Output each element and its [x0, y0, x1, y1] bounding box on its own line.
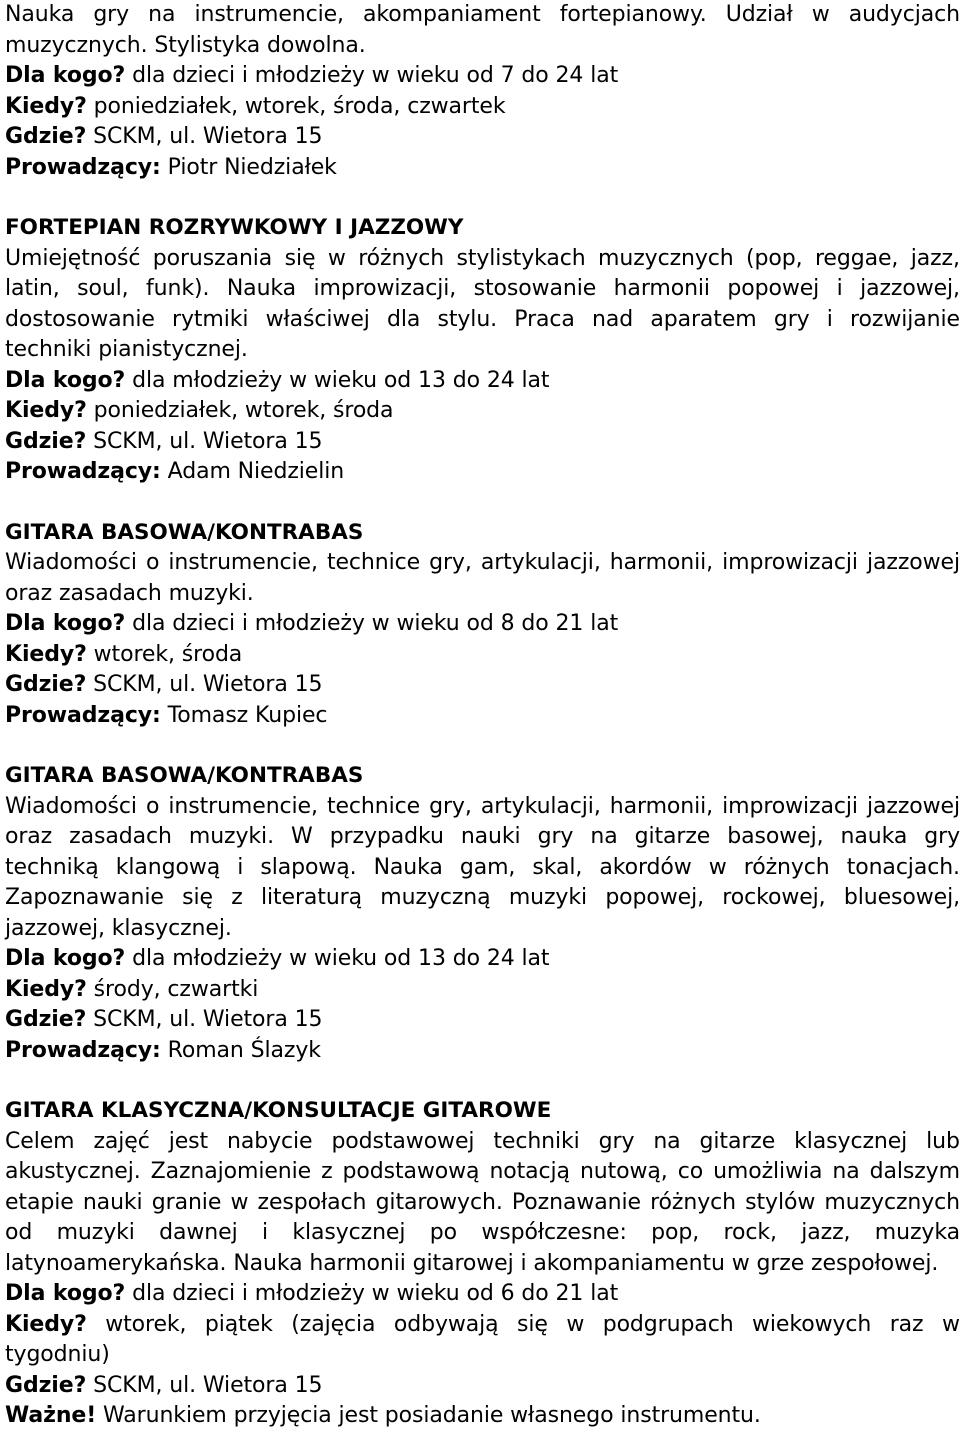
where-value: SCKM, ul. Wietora 15: [86, 1372, 323, 1398]
word: się: [284, 245, 316, 271]
when-value: środy, czwartki: [86, 976, 259, 1002]
word: skal,: [532, 854, 583, 880]
where-line: [5, 1371, 960, 1402]
word: Zapoznawanie: [5, 885, 164, 910]
where-value: SCKM, ul. Wietora 15: [86, 672, 323, 697]
for-line: [5, 609, 960, 640]
note-label: Ważne!: [5, 1403, 97, 1428]
word: Celem: [5, 1128, 75, 1154]
description-line: [5, 244, 960, 275]
word: Wiadomości: [5, 793, 137, 819]
word: klangową: [115, 854, 221, 880]
word: zajęć: [93, 1128, 150, 1154]
word: funk).: [146, 276, 210, 301]
for-label: Dla kogo?: [5, 63, 126, 88]
word: instrumencie,: [168, 793, 318, 819]
word: muzyka: [874, 1220, 960, 1245]
where-label: Gdzie?: [5, 428, 87, 454]
word: stylu.: [437, 306, 498, 332]
description-line: latynoamerykańska. Nauka harmonii gitarowej i akompaniamentu w grze zespołowej.: [5, 1250, 939, 1276]
where-label: Gdzie?: [5, 124, 87, 149]
description-line: techniki pianistycznej.: [5, 337, 248, 362]
teacher-line: [5, 1036, 960, 1067]
section-title: FORTEPIAN ROZRYWKOWY I JAZZOWY: [5, 215, 464, 240]
word: Praca: [514, 306, 575, 332]
word: muzyki.: [188, 824, 274, 849]
word: muzyki: [56, 1220, 135, 1245]
description-line: [5, 792, 960, 823]
word: technice: [326, 550, 421, 575]
word: muzycznych: [824, 1189, 960, 1215]
word: klasycznej: [794, 1128, 908, 1154]
section-gitara-basowa-2: [5, 761, 960, 1066]
word: podstawowej: [331, 1128, 475, 1154]
word: stylów: [745, 1189, 816, 1215]
section-title: GITARA BASOWA/KONTRABAS: [5, 519, 364, 545]
description-line: [5, 883, 960, 914]
section-fortepian: [5, 213, 960, 488]
word: oraz: [5, 824, 53, 849]
word: techniką: [5, 854, 99, 880]
section-gitara-klasyczna: [5, 1096, 960, 1432]
where-label: Gdzie?: [5, 1372, 87, 1398]
word: muzyczną: [380, 885, 491, 910]
word: fortepianowy.: [559, 2, 707, 27]
for-label: Dla kogo?: [5, 1281, 126, 1306]
word: i: [261, 1220, 268, 1245]
section-gitara-basowa-1: [5, 518, 960, 732]
word: z: [321, 1159, 333, 1184]
word: o: [145, 793, 160, 819]
description-line: oraz zasadach muzyki.: [5, 580, 254, 606]
word: popowej,: [605, 885, 704, 910]
description-line: [5, 305, 960, 336]
word: na: [832, 1159, 860, 1184]
word: instrumencie,: [194, 2, 344, 27]
description-line: [5, 1157, 960, 1188]
word: rozwijanie: [850, 306, 960, 332]
when-line: [5, 640, 960, 671]
word: gry: [773, 306, 810, 332]
word: różnych: [743, 854, 830, 880]
teacher-label: Prowadzący:: [5, 1037, 161, 1063]
where-value: SCKM, ul. Wietora 15: [86, 124, 323, 149]
for-label: Dla kogo?: [5, 611, 126, 636]
word: nauki: [82, 1189, 143, 1215]
where-line: [5, 427, 960, 458]
word: odbywają: [393, 1311, 499, 1337]
word: dawnej: [159, 1220, 238, 1245]
word: dla: [387, 306, 421, 332]
word: tonacjach.: [846, 854, 960, 880]
word: notacją: [489, 1159, 570, 1184]
word: od: [5, 1220, 33, 1245]
word: jazz,: [801, 1220, 851, 1245]
teacher-value: Roman Ślazyk: [160, 1037, 321, 1063]
word: wtorek,: [105, 1311, 187, 1337]
word: bluesowej,: [843, 885, 960, 910]
word: muzyki: [508, 885, 588, 910]
teacher-line: [5, 457, 960, 488]
when-line: [5, 1310, 960, 1341]
word: gry,: [429, 550, 472, 575]
word: dostosowanie: [5, 306, 155, 332]
word: stosowanie: [473, 276, 597, 301]
when-value: wtorek, środa: [86, 641, 243, 667]
word: gry: [924, 824, 960, 849]
word: Nauka: [5, 2, 75, 27]
word: basowej,: [727, 824, 824, 849]
where-line: [5, 1005, 960, 1036]
word: po: [429, 1220, 457, 1245]
when-line: [5, 396, 960, 427]
teacher-label: Prowadzący:: [5, 702, 161, 728]
teacher-value: Adam Niedzielin: [160, 459, 345, 484]
where-value: SCKM, ul. Wietora 15: [86, 428, 323, 454]
word: nauki: [460, 824, 521, 849]
where-label: Gdzie?: [5, 1007, 87, 1032]
word: w: [230, 1189, 249, 1215]
word: Nauka: [226, 276, 297, 301]
word: slapową.: [260, 854, 357, 880]
description-line: [5, 1188, 960, 1219]
word: w: [566, 1311, 585, 1337]
word: zasadach: [69, 824, 172, 849]
word: muzycznych: [598, 245, 734, 271]
when-value: poniedziałek, wtorek, środa, czwartek: [86, 93, 506, 119]
intro-line-1: [5, 0, 960, 31]
word: i: [237, 854, 244, 880]
for-line: [5, 1279, 960, 1310]
word: audycjach: [848, 2, 960, 27]
word: piątek: [204, 1311, 273, 1337]
word: się: [182, 885, 213, 910]
word: jazzowej,: [860, 276, 960, 301]
for-value: dla młodzieży w wieku od 13 do 24 lat: [125, 367, 550, 393]
word: podgrupach: [602, 1311, 734, 1337]
word: pop,: [651, 1220, 700, 1245]
word: popowej: [727, 276, 820, 301]
word: jazz,: [910, 245, 960, 271]
where-label: Gdzie?: [5, 672, 87, 697]
word: na: [653, 1128, 681, 1154]
word: klasycznej: [292, 1220, 406, 1245]
word: gry: [537, 824, 574, 849]
word: harmonii,: [609, 550, 714, 575]
word: rockowej,: [722, 885, 826, 910]
word: się: [517, 1311, 548, 1337]
word: akustycznej.: [5, 1159, 141, 1184]
word: lub: [926, 1128, 960, 1154]
when-line-continuation: tygodniu): [5, 1342, 110, 1367]
word: nauka: [840, 824, 908, 849]
word: wiekowych: [752, 1311, 872, 1337]
intro-for-line: [5, 61, 960, 92]
word: zespołach: [257, 1189, 367, 1215]
for-label: Dla kogo?: [5, 946, 126, 971]
word: gam,: [459, 854, 516, 880]
for-value: dla dzieci i młodzieży w wieku od 6 do 21 lat: [125, 1281, 619, 1306]
where-line: [5, 670, 960, 701]
word: poruszania: [152, 245, 273, 271]
word: improwizacji: [722, 550, 858, 575]
word: nutową,: [579, 1159, 668, 1184]
word: gry: [93, 2, 130, 27]
word: gitarowych.: [375, 1189, 503, 1215]
word: etapie: [5, 1189, 74, 1215]
word: techniki: [493, 1128, 580, 1154]
word: na: [590, 824, 618, 849]
word: w: [708, 854, 727, 880]
word: o: [145, 550, 160, 575]
word: właściwej: [265, 306, 370, 332]
word: Udział: [725, 2, 793, 27]
word: soul,: [77, 276, 129, 301]
word: w: [941, 1311, 960, 1337]
word: z: [231, 885, 243, 910]
when-label: Kiedy?: [5, 976, 87, 1002]
word: co: [677, 1159, 704, 1184]
intro-when-line: [5, 92, 960, 123]
word: Zaznajomienie: [150, 1159, 312, 1184]
description-line: [5, 853, 960, 884]
word: jazzowej: [867, 793, 960, 819]
when-label: Kiedy?: [5, 641, 87, 667]
teacher-line: [5, 701, 960, 732]
word: reggae,: [814, 245, 899, 271]
word: podstawową: [342, 1159, 480, 1184]
word: Nauka: [373, 854, 443, 880]
description-line: [5, 822, 960, 853]
word: współczesne:: [481, 1220, 627, 1245]
teacher-value: Tomasz Kupiec: [160, 702, 328, 728]
word: harmonii: [613, 276, 710, 301]
word: literaturą: [260, 885, 362, 910]
word: Umiejętność: [5, 245, 141, 271]
word: (zajęcia: [291, 1311, 376, 1337]
description-line: jazzowej, klasycznej.: [5, 915, 232, 941]
word: na: [148, 2, 176, 27]
when-label: Kiedy?: [5, 93, 87, 119]
word: raz: [889, 1311, 924, 1337]
when-line: [5, 975, 960, 1006]
word: różnych: [358, 245, 445, 271]
when-label: Kiedy?: [5, 398, 87, 423]
word: gitarze: [634, 824, 711, 849]
word: artykulacji,: [480, 793, 601, 819]
description-line: [5, 548, 960, 579]
word: improwizacji,: [313, 276, 457, 301]
for-value: dla dzieci i młodzieży w wieku od 7 do 24 lat: [125, 63, 619, 88]
word: jest: [168, 1128, 209, 1154]
intro-where-line: [5, 122, 960, 153]
word: rytmiki: [172, 306, 249, 332]
description-line: [5, 1218, 960, 1249]
word: improwizacji: [722, 793, 858, 819]
description-line: [5, 1127, 960, 1158]
for-value: dla dzieci i młodzieży w wieku od 8 do 21 lat: [125, 611, 619, 636]
for-line: [5, 366, 960, 397]
section-title: GITARA BASOWA/KONTRABAS: [5, 763, 364, 788]
word: dalszym: [869, 1159, 960, 1184]
word: gry,: [429, 793, 472, 819]
word: instrumencie,: [168, 550, 318, 575]
teacher-label: Prowadzący:: [5, 154, 161, 180]
word: akompaniament: [363, 2, 541, 27]
intro-line-2: muzycznych. Stylistyka dowolna.: [5, 32, 366, 58]
for-value: dla młodzieży w wieku od 13 do 24 lat: [125, 946, 550, 971]
when-value: poniedziałek, wtorek, środa: [86, 398, 394, 423]
note-value: Warunkiem przyjęcia jest posiadanie własnego instrumentu.: [96, 1403, 761, 1428]
word: (pop,: [746, 245, 803, 271]
word: harmonii,: [609, 793, 714, 819]
word: W: [291, 824, 313, 849]
word: nad: [592, 306, 634, 332]
word: artykulacji,: [480, 550, 601, 575]
word: akordów: [599, 854, 692, 880]
word: i: [826, 306, 833, 332]
for-label: Dla kogo?: [5, 367, 126, 393]
description-line: [5, 274, 960, 305]
note-line: [5, 1401, 960, 1432]
for-line: [5, 944, 960, 975]
word: technice: [326, 793, 421, 819]
word: Kiedy?: [5, 1311, 87, 1337]
word: gry: [598, 1128, 635, 1154]
word: Wiadomości: [5, 550, 137, 575]
section-title: GITARA KLASYCZNA/KONSULTACJE GITAROWE: [5, 1098, 552, 1123]
word: umożliwia: [713, 1159, 823, 1184]
word: rock,: [723, 1220, 777, 1245]
word: różnych: [650, 1189, 736, 1215]
word: Poznawanie: [511, 1189, 641, 1215]
word: jazzowej: [867, 550, 960, 575]
word: i: [836, 276, 843, 301]
teacher-label: Prowadzący:: [5, 459, 161, 484]
word: w: [811, 2, 830, 27]
word: nabycie: [227, 1128, 313, 1154]
word: gitarze: [699, 1128, 776, 1154]
intro-teacher-line: [5, 153, 960, 184]
word: w: [327, 245, 346, 271]
where-value: SCKM, ul. Wietora 15: [86, 1007, 323, 1032]
teacher-value: Piotr Niedziałek: [160, 154, 337, 180]
word: przypadku: [329, 824, 444, 849]
intro-section: [5, 0, 960, 183]
word: stylistykach: [456, 245, 586, 271]
word: aparatem: [650, 306, 757, 332]
word: granie: [151, 1189, 222, 1215]
word: latin,: [5, 276, 60, 301]
